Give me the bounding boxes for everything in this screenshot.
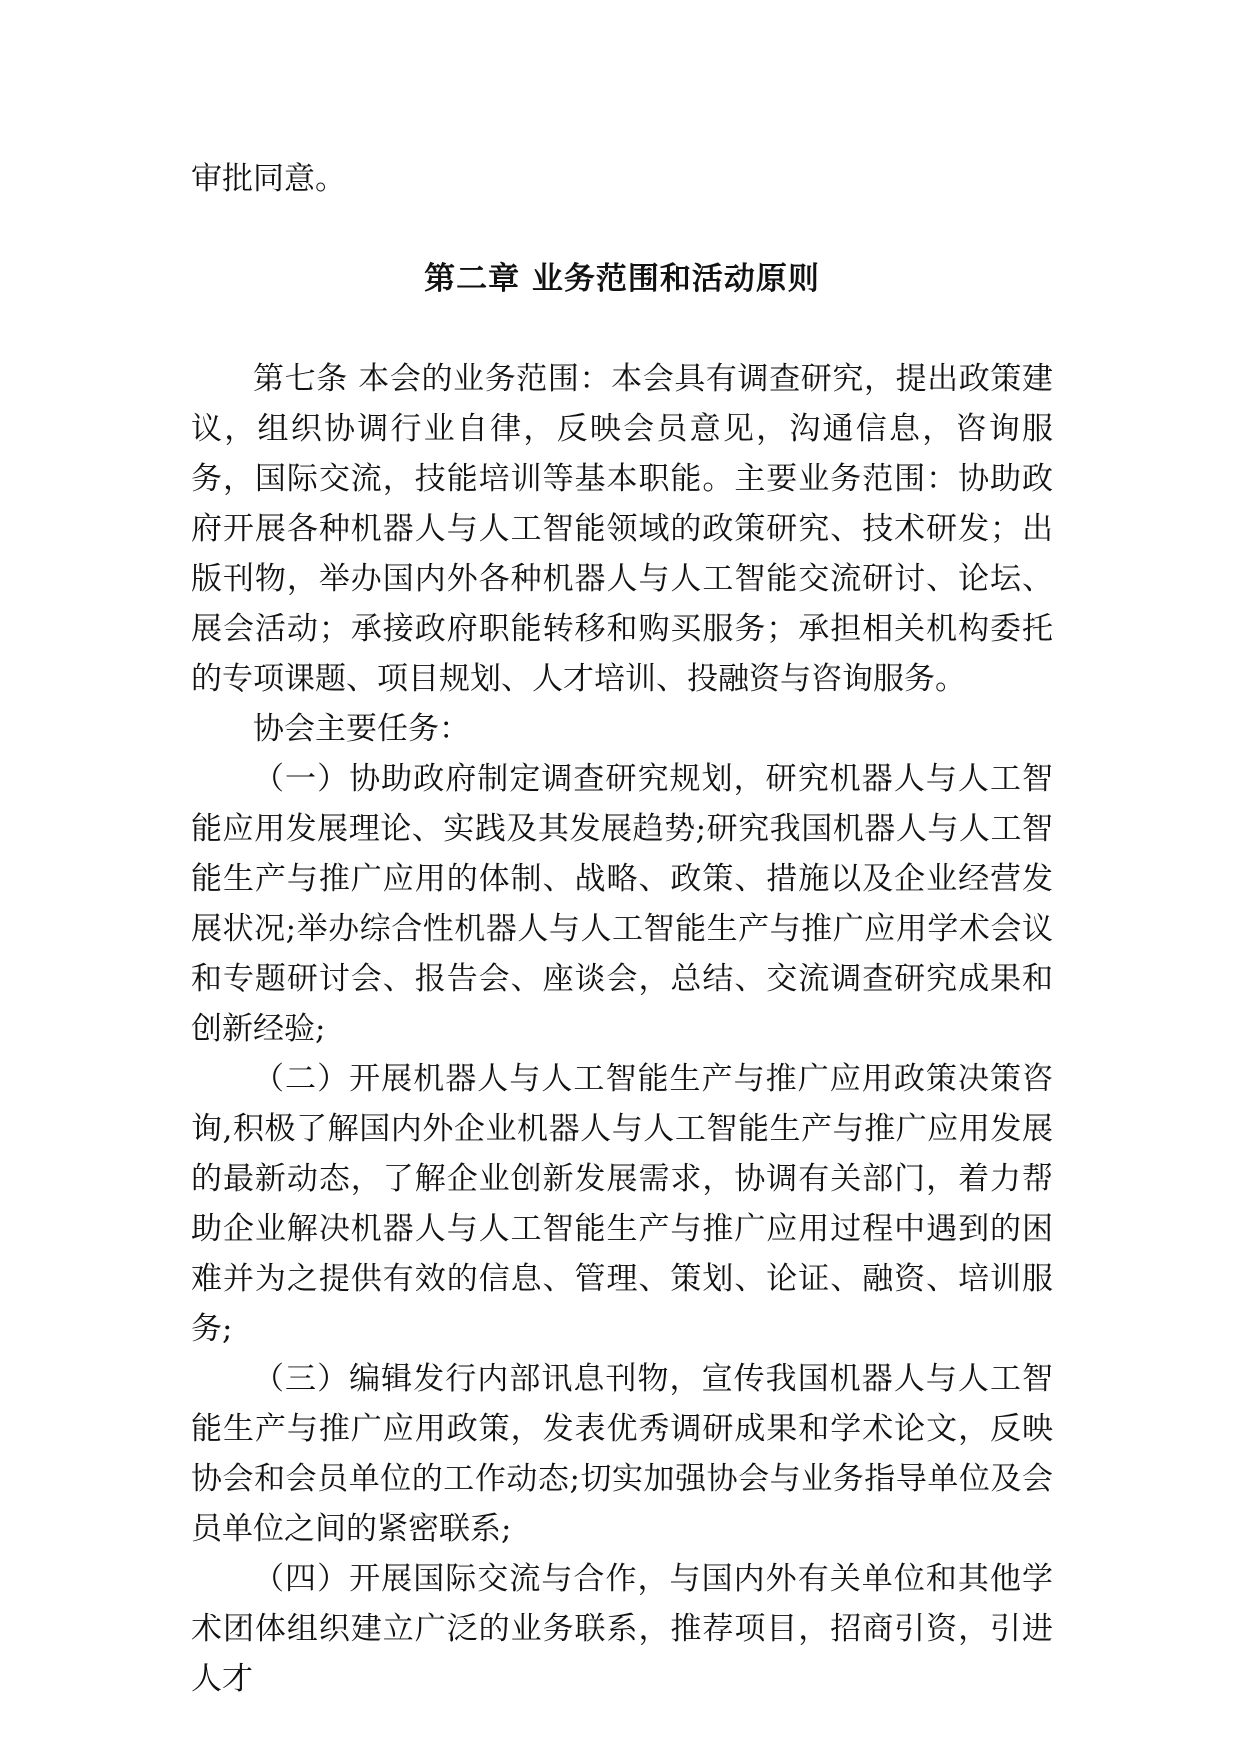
task-3-paragraph: （三）编辑发行内部讯息刊物，宣传我国机器人与人工智能生产与推广应用政策，发表优秀调研成果和学术论文，反映协会和会员单位的工作动态;切实加强协会与业务指导单位及会员单位之间的紧密联系;: [191, 1361, 1053, 1547]
document-body: [191, 154, 1053, 1704]
task-4-paragraph: （四）开展国际交流与合作，与国内外有关单位和其他学术团体组织建立广泛的业务联系，推荐项目，招商引资，引进人才: [191, 1561, 1053, 1697]
chapter-title: 第二章 业务范围和活动原则: [424, 261, 820, 297]
task-2-paragraph: （二）开展机器人与人工智能生产与推广应用政策决策咨询,积极了解国内外企业机器人与人工智能生产与推广应用发展的最新动态，了解企业创新发展需求，协调有关部门，着力帮助企业解决机器人与人工智能生产与推广应用过程中遇到的困难并为之提供有效的信息、管理、策划、论证、融资、培训服务;: [191, 1061, 1053, 1347]
article-7-paragraph: 第七条 本会的业务范围：本会具有调查研究，提出政策建议，组织协调行业自律，反映会员意见，沟通信息，咨询服务，国际交流，技能培训等基本职能。主要业务范围：协助政府开展各种机器人与人工智能领域的政策研究、技术研发；出版刊物，举办国内外各种机器人与人工智能交流研讨、论坛、展会活动；承接政府职能转移和购买服务；承担相关机构委托的专项课题、项目规划、人才培训、投融资与咨询服务。: [191, 361, 1053, 697]
tasks-heading: 协会主要任务：: [253, 711, 470, 747]
task-1-paragraph: （一）协助政府制定调查研究规划，研究机器人与人工智能应用发展理论、实践及其发展趋势;研究我国机器人与人工智能生产与推广应用的体制、战略、政策、措施以及企业经营发展状况;举办综合性机器人与人工智能生产与推广应用学术会议和专题研讨会、报告会、座谈会，总结、交流调查研究成果和创新经验;: [191, 761, 1053, 1047]
carryover-paragraph: 审批同意。: [191, 161, 346, 197]
